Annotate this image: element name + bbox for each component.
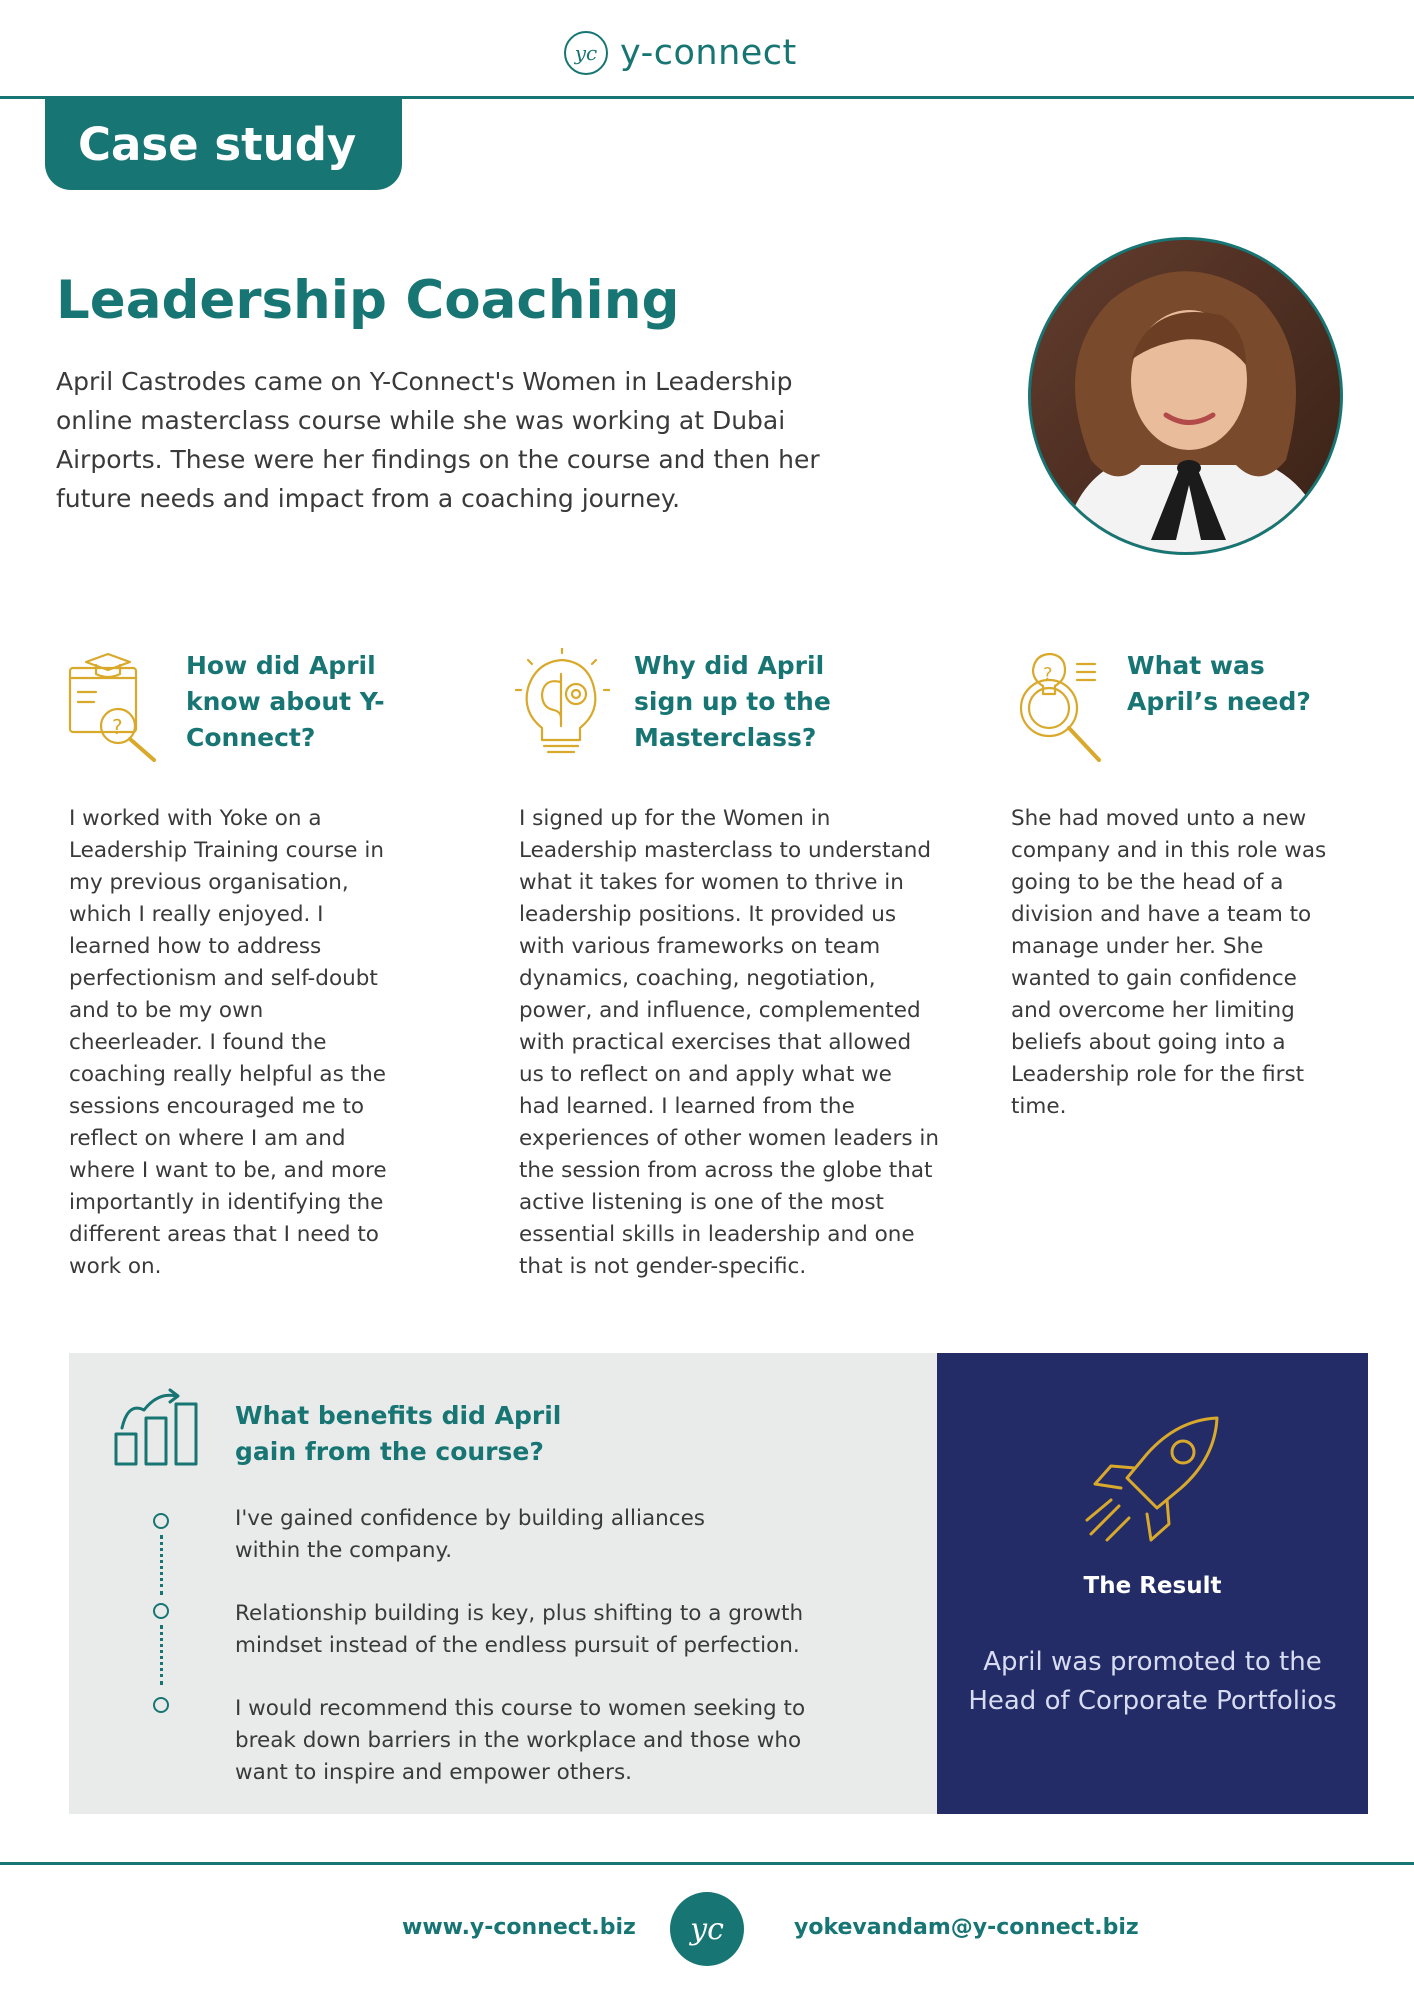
- result-heading: The Result: [1083, 1573, 1222, 1599]
- benefits-title: What benefits did April gain from the course?: [235, 1401, 562, 1466]
- rocket-icon: [1077, 1408, 1227, 1558]
- column-know-text: I worked with Yoke on a Leadership Training course in my previous organisation, which I really enjoyed. I learned how to address perfectionism and self-doubt and to be my own cheerleader. I found the coaching really helpful as the sessions encouraged me to reflect on where I am and where I want to be, and more importantly in identifying the different areas that I need to work on.: [69, 806, 387, 1279]
- case-study-label: Case study: [78, 118, 357, 171]
- bullet-connector: [160, 1625, 163, 1685]
- column-why-text: I signed up for the Women in Leadership masterclass to understand what it takes for women to thrive in leadership positions. It provided us with various frameworks on team dynamics, coaching, negotiation, power, and influence, complemented with practical exercises that allowed us to reflect on and apply what we had learned. I learned from the experiences of other women leaders in the session from across the globe that active listening is one of the most essential skills in leadership and one that is not gender-specific.: [519, 806, 939, 1279]
- benefits-panel: [69, 1353, 937, 1814]
- bullet-connector: [160, 1535, 163, 1595]
- benefit-item: I would recommend this course to women seeking to break down barriers in the workplace and those who want to inspire and empower others.: [235, 1696, 806, 1785]
- column-need-text: She had moved unto a new company and in this role was going to be the head of a division and have a team to manage under her. She wanted to gain confidence and overcome her limiting beliefs about going into a Leadership role for the first time.: [1011, 806, 1327, 1119]
- email-link[interactable]: yokevandam@y-connect.biz: [794, 1915, 1139, 1940]
- result-text: April was promoted to the Head of Corporate Portfolios: [968, 1647, 1337, 1716]
- svg-text:?: ?: [112, 715, 123, 739]
- page-title: Leadership Coaching: [56, 270, 680, 331]
- page-header: [0, 0, 1414, 100]
- bullet-dot: [153, 1603, 169, 1619]
- benefit-item: I've gained confidence by building alliances within the company.: [235, 1506, 705, 1563]
- column-need-header: [1007, 648, 1327, 766]
- bullet-dot: [153, 1697, 169, 1713]
- graduation-search-icon: [66, 648, 162, 766]
- column-need-title: What was April’s need?: [1127, 651, 1311, 716]
- column-know-header: [66, 648, 396, 766]
- column-know-title: How did April know about Y-Connect?: [186, 651, 385, 752]
- bullet-dot: [153, 1513, 169, 1529]
- brand-logo[interactable]: [564, 30, 797, 76]
- case-study-tab: [45, 99, 402, 190]
- growth-chart-icon: [114, 1388, 204, 1468]
- column-why-title: Why did April sign up to the Masterclass?: [634, 651, 831, 752]
- portrait-photo: [1028, 237, 1343, 555]
- brand-name: y-connect: [620, 33, 797, 73]
- benefit-item: Relationship building is key, plus shifting to a growth mindset instead of the endless pursuit of perfection.: [235, 1601, 804, 1658]
- column-why-header: [514, 648, 844, 766]
- lightbulb-brain-icon: [514, 648, 610, 766]
- svg-text:?: ?: [1043, 664, 1053, 685]
- result-panel: [937, 1353, 1368, 1814]
- question-magnifier-icon: [1007, 648, 1103, 766]
- footer-divider: [0, 1862, 1414, 1865]
- footer-logo: yc: [670, 1892, 744, 1966]
- brand-logo-mark: yc: [564, 31, 608, 75]
- website-link[interactable]: www.y-connect.biz: [402, 1915, 636, 1940]
- intro-paragraph: April Castrodes came on Y-Connect's Women in Leadership online masterclass course while she was working at Dubai Airports. These were her findings on the course and then her future needs and impact from a coaching journey.: [56, 367, 820, 513]
